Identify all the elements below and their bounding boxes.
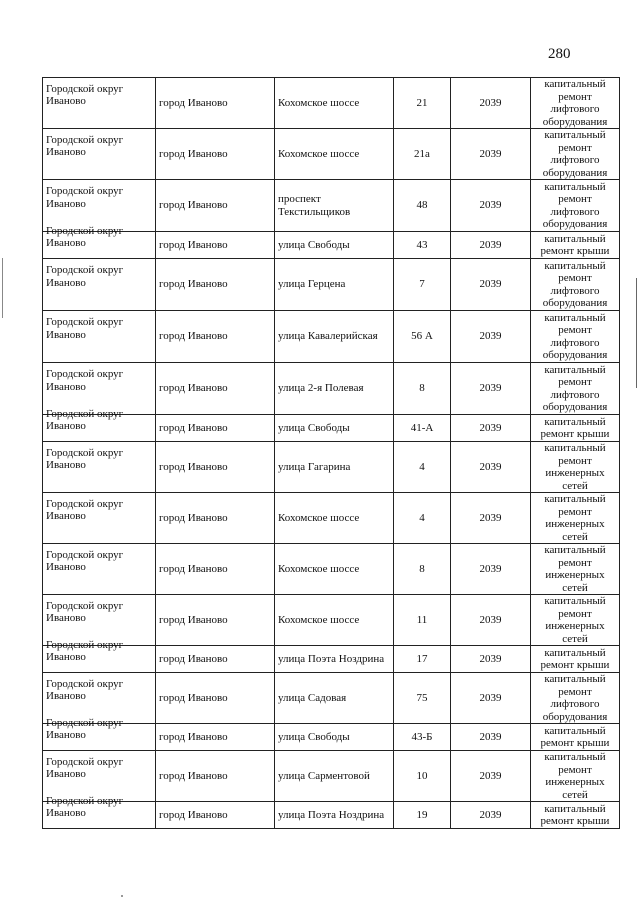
street-cell: улица Свободы [275, 724, 394, 751]
work-type-cell: капитальный ремонт лифтового оборудования [531, 78, 620, 129]
work-type-cell: капитальный ремонт лифтового оборудования [531, 259, 620, 311]
page-number: 280 [548, 46, 571, 62]
street-cell: Кохомское шоссе [275, 78, 394, 129]
house-number-cell: 21а [394, 129, 451, 180]
okrug-cell [43, 544, 156, 595]
house-number-cell: 17 [394, 646, 451, 673]
city-cell: город Иваново [156, 415, 275, 442]
repair-schedule-table [42, 77, 620, 829]
okrug-cell [43, 794, 156, 829]
work-type-cell: капитальный ремонт лифтового оборудования [531, 129, 620, 180]
house-number-cell: 11 [394, 595, 451, 646]
street-cell: улица Садовая [275, 673, 394, 724]
okrug-cell [43, 442, 156, 493]
city-cell: город Иваново [156, 311, 275, 363]
okrug-cell [43, 259, 156, 311]
okrug-text: Городской округ Иваново [46, 316, 124, 341]
city-cell: город Иваново [156, 595, 275, 646]
year-cell: 2039 [451, 129, 531, 180]
year-cell: 2039 [451, 493, 531, 544]
work-type-cell: капитальный ремонт крыши [531, 415, 620, 442]
house-number-cell: 19 [394, 802, 451, 829]
work-type-cell: капитальный ремонт крыши [531, 724, 620, 751]
table-body [43, 78, 620, 829]
table-row [43, 232, 620, 259]
table-row [43, 442, 620, 493]
house-number-cell: 7 [394, 259, 451, 311]
okrug-text: Городской округ Иваново [46, 82, 124, 107]
street-cell: улица Поэта Ноздрина [275, 646, 394, 673]
street-cell: Кохомское шоссе [275, 595, 394, 646]
okrug-text: Городской округ Иваново [46, 794, 124, 819]
okrug-text: Городской округ Иваново [46, 497, 124, 522]
street-cell: Кохомское шоссе [275, 129, 394, 180]
city-cell: город Иваново [156, 259, 275, 311]
street-cell: улица Кавалерийская [275, 311, 394, 363]
table-row [43, 493, 620, 544]
table-row [43, 311, 620, 363]
city-cell: город Иваново [156, 129, 275, 180]
work-type-cell: капитальный ремонт лифтового оборудования [531, 180, 620, 232]
year-cell: 2039 [451, 78, 531, 129]
house-number-cell: 8 [394, 544, 451, 595]
house-number-cell: 56 А [394, 311, 451, 363]
house-number-cell: 8 [394, 363, 451, 415]
street-cell: Кохомское шоссе [275, 493, 394, 544]
scan-edge-mark-left [2, 258, 3, 318]
street-cell: улица Свободы [275, 232, 394, 259]
okrug-text: Городской округ Иваново [46, 599, 124, 624]
work-type-cell: капитальный ремонт инженерных сетей [531, 442, 620, 493]
okrug-text: Городской округ Иваново [46, 133, 124, 158]
street-cell: улица Гагарина [275, 442, 394, 493]
table-row [43, 544, 620, 595]
city-cell: город Иваново [156, 363, 275, 415]
table-row [43, 724, 620, 751]
year-cell: 2039 [451, 646, 531, 673]
table-row [43, 802, 620, 829]
okrug-text: Городской округ Иваново [46, 446, 124, 471]
city-cell: город Иваново [156, 724, 275, 751]
okrug-cell [43, 311, 156, 363]
year-cell: 2039 [451, 180, 531, 232]
street-cell: улица Сарментовой [275, 751, 394, 802]
street-cell: улица Свободы [275, 415, 394, 442]
okrug-cell [43, 78, 156, 129]
house-number-cell: 43-Б [394, 724, 451, 751]
year-cell: 2039 [451, 232, 531, 259]
city-cell: город Иваново [156, 493, 275, 544]
year-cell: 2039 [451, 673, 531, 724]
okrug-cell [43, 129, 156, 180]
house-number-cell: 43 [394, 232, 451, 259]
okrug-text: Городской округ Иваново [46, 638, 124, 663]
year-cell: 2039 [451, 259, 531, 311]
street-cell: улица Герцена [275, 259, 394, 311]
table-row [43, 78, 620, 129]
table-row [43, 646, 620, 673]
house-number-cell: 4 [394, 493, 451, 544]
table-row [43, 415, 620, 442]
work-type-cell: капитальный ремонт инженерных сетей [531, 493, 620, 544]
year-cell: 2039 [451, 544, 531, 595]
work-type-cell: капитальный ремонт инженерных сетей [531, 595, 620, 646]
okrug-cell [43, 224, 156, 259]
street-cell: улица Поэта Ноздрина [275, 802, 394, 829]
okrug-text: Городской округ Иваново [46, 755, 124, 780]
year-cell: 2039 [451, 595, 531, 646]
okrug-cell [43, 407, 156, 442]
okrug-text: Городской округ Иваново [46, 677, 124, 702]
house-number-cell: 4 [394, 442, 451, 493]
city-cell: город Иваново [156, 442, 275, 493]
scan-edge-mark-right [636, 278, 637, 388]
house-number-cell: 21 [394, 78, 451, 129]
work-type-cell: капитальный ремонт лифтового оборудования [531, 311, 620, 363]
okrug-cell [43, 716, 156, 751]
okrug-text: Городской округ Иваново [46, 368, 124, 393]
work-type-cell: капитальный ремонт лифтового оборудования [531, 363, 620, 415]
okrug-cell [43, 493, 156, 544]
street-cell: Кохомское шоссе [275, 544, 394, 595]
year-cell: 2039 [451, 802, 531, 829]
year-cell: 2039 [451, 363, 531, 415]
house-number-cell: 41-А [394, 415, 451, 442]
okrug-text: Городской округ Иваново [46, 264, 124, 289]
city-cell: город Иваново [156, 78, 275, 129]
okrug-text: Городской округ Иваново [46, 716, 124, 741]
work-type-cell: капитальный ремонт крыши [531, 802, 620, 829]
scan-speck [121, 895, 123, 897]
table-row [43, 259, 620, 311]
year-cell: 2039 [451, 415, 531, 442]
city-cell: город Иваново [156, 673, 275, 724]
year-cell: 2039 [451, 724, 531, 751]
city-cell: город Иваново [156, 180, 275, 232]
year-cell: 2039 [451, 442, 531, 493]
okrug-text: Городской округ Иваново [46, 407, 124, 432]
okrug-text: Городской округ Иваново [46, 548, 124, 573]
house-number-cell: 48 [394, 180, 451, 232]
work-type-cell: капитальный ремонт крыши [531, 232, 620, 259]
work-type-cell: капитальный ремонт лифтового оборудования [531, 673, 620, 724]
okrug-text: Городской округ Иваново [46, 224, 124, 249]
house-number-cell: 10 [394, 751, 451, 802]
city-cell: город Иваново [156, 802, 275, 829]
year-cell: 2039 [451, 751, 531, 802]
okrug-text: Городской округ Иваново [46, 185, 124, 210]
street-cell: улица 2-я Полевая [275, 363, 394, 415]
work-type-cell: капитальный ремонт инженерных сетей [531, 751, 620, 802]
house-number-cell: 75 [394, 673, 451, 724]
table-row [43, 129, 620, 180]
city-cell: город Иваново [156, 646, 275, 673]
street-cell: проспект Текстильщиков [275, 180, 394, 232]
work-type-cell: капитальный ремонт крыши [531, 646, 620, 673]
city-cell: город Иваново [156, 751, 275, 802]
city-cell: город Иваново [156, 544, 275, 595]
city-cell: город Иваново [156, 232, 275, 259]
work-type-cell: капитальный ремонт инженерных сетей [531, 544, 620, 595]
okrug-cell [43, 638, 156, 673]
year-cell: 2039 [451, 311, 531, 363]
